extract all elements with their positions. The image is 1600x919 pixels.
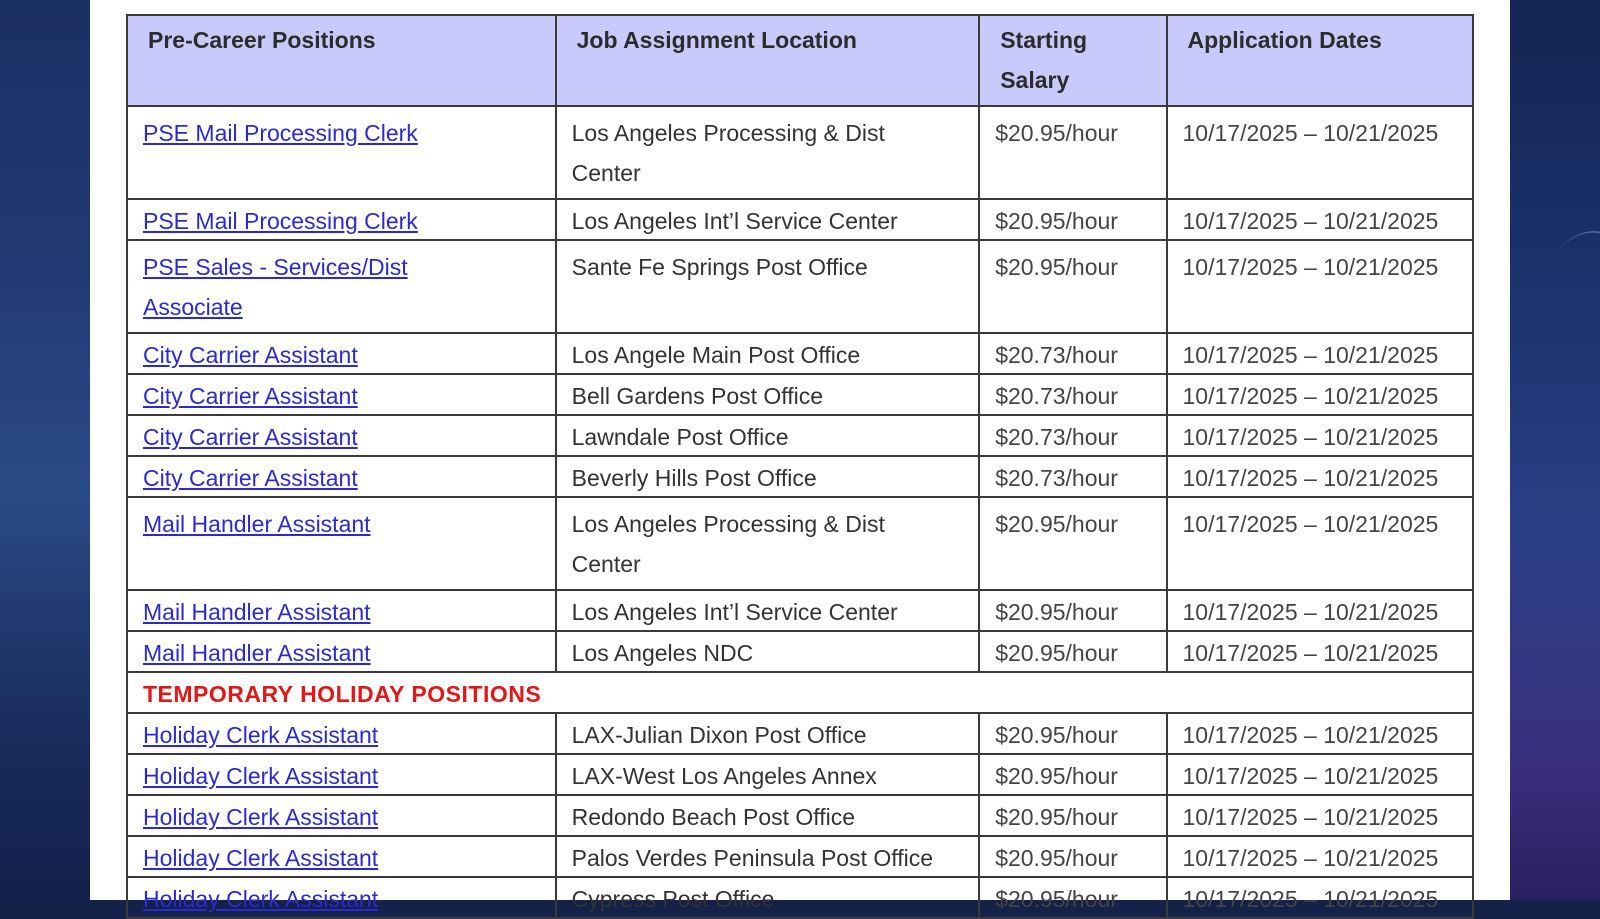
salary-cell: $20.95/hour: [979, 795, 1166, 836]
location-cell: [556, 456, 980, 497]
dates-cell: 10/17/2025 – 10/21/2025: [1167, 199, 1473, 240]
location-text: Bell Gardens Post Office: [571, 383, 824, 409]
salary-cell: $20.95/hour: [979, 631, 1166, 672]
position-link[interactable]: PSE Sales - Services/Dist: [143, 254, 408, 280]
salary-cell: $20.95/hour: [979, 590, 1166, 631]
location-text: Los Angeles Int’l Service Center: [571, 208, 898, 234]
location-cell: [556, 497, 980, 590]
holiday-section: [127, 672, 1473, 713]
salary-cell: $20.73/hour: [979, 333, 1166, 374]
location-text: Los Angeles Processing & Dist: [571, 511, 885, 537]
location-text-continued: Center: [571, 160, 641, 186]
position-link[interactable]: Mail Handler Assistant: [143, 599, 371, 625]
position-link[interactable]: Holiday Clerk Assistant: [143, 845, 379, 871]
position-cell: [127, 456, 556, 497]
table-row: [127, 240, 1473, 333]
position-cell: [127, 199, 556, 240]
salary-cell: $20.95/hour: [979, 199, 1166, 240]
position-link[interactable]: City Carrier Assistant: [143, 465, 358, 491]
table-row: [127, 456, 1473, 497]
table-row: [127, 795, 1473, 836]
position-link-continued[interactable]: Associate: [143, 294, 243, 320]
position-cell: [127, 415, 556, 456]
dates-cell: 10/17/2025 – 10/21/2025: [1167, 877, 1473, 918]
location-text: Sante Fe Springs Post Office: [571, 254, 868, 280]
location-cell: [556, 106, 980, 199]
position-link[interactable]: PSE Mail Processing Clerk: [143, 120, 418, 146]
salary-cell: $20.73/hour: [979, 456, 1166, 497]
position-cell: [127, 374, 556, 415]
table-row: [127, 754, 1473, 795]
position-cell: [127, 497, 556, 590]
header-salary-line2: Salary: [1000, 67, 1070, 93]
dates-cell: 10/17/2025 – 10/21/2025: [1167, 333, 1473, 374]
position-cell: [127, 836, 556, 877]
salary-cell: $20.95/hour: [979, 106, 1166, 199]
header-position: Pre-Career Positions: [127, 15, 556, 106]
table-row: [127, 631, 1473, 672]
salary-cell: $20.73/hour: [979, 415, 1166, 456]
location-text-continued: Center: [571, 551, 641, 577]
location-text: Los Angeles NDC: [571, 640, 754, 666]
location-cell: Palos Verdes Peninsula Post Office: [556, 836, 980, 877]
table-row: [127, 836, 1473, 877]
table-row: [127, 713, 1473, 754]
background-left-panel: [0, 0, 90, 900]
dates-cell: 10/17/2025 – 10/21/2025: [1167, 795, 1473, 836]
position-link[interactable]: Holiday Clerk Assistant: [143, 722, 379, 748]
location-cell: [556, 374, 980, 415]
salary-cell: $20.95/hour: [979, 240, 1166, 333]
position-cell: [127, 590, 556, 631]
position-link[interactable]: Holiday Clerk Assistant: [143, 763, 379, 789]
location-text: Los Angeles Processing & Dist: [571, 120, 885, 146]
dates-cell: 10/17/2025 – 10/21/2025: [1167, 415, 1473, 456]
position-link[interactable]: PSE Mail Processing Clerk: [143, 208, 418, 234]
dates-cell: 10/17/2025 – 10/21/2025: [1167, 497, 1473, 590]
salary-cell: $20.95/hour: [979, 877, 1166, 918]
location-text: Beverly Hills Post Office: [571, 465, 817, 491]
salary-cell: $20.73/hour: [979, 374, 1166, 415]
career-rows: [127, 106, 1473, 672]
header-salary: [979, 15, 1166, 106]
dates-cell: 10/17/2025 – 10/21/2025: [1167, 836, 1473, 877]
dates-cell: 10/17/2025 – 10/21/2025: [1167, 590, 1473, 631]
dates-cell: 10/17/2025 – 10/21/2025: [1167, 106, 1473, 199]
holiday-rows: [127, 713, 1473, 918]
position-cell: [127, 240, 556, 333]
salary-cell: $20.95/hour: [979, 836, 1166, 877]
position-cell: [127, 713, 556, 754]
job-postings-table: [126, 14, 1474, 919]
header-location: Job Assignment Location: [556, 15, 980, 106]
location-cell: [556, 199, 980, 240]
location-cell: [556, 590, 980, 631]
location-text: Los Angele Main Post Office: [571, 342, 861, 368]
holiday-heading-row: [127, 672, 1473, 713]
table-row: [127, 333, 1473, 374]
position-link[interactable]: Holiday Clerk Assistant: [143, 804, 379, 830]
table-row: [127, 374, 1473, 415]
position-link[interactable]: City Carrier Assistant: [143, 342, 358, 368]
position-cell: [127, 795, 556, 836]
location-text: Los Angeles Int’l Service Center: [571, 599, 898, 625]
table-header-row: [127, 15, 1473, 106]
header-dates: Application Dates: [1167, 15, 1473, 106]
salary-cell: $20.95/hour: [979, 497, 1166, 590]
location-cell: Cypress Post Office: [556, 877, 980, 918]
position-link[interactable]: City Carrier Assistant: [143, 424, 358, 450]
salary-cell: $20.95/hour: [979, 713, 1166, 754]
location-cell: [556, 240, 980, 333]
location-cell: LAX-Julian Dixon Post Office: [556, 713, 980, 754]
dates-cell: 10/17/2025 – 10/21/2025: [1167, 240, 1473, 333]
position-cell: [127, 877, 556, 918]
salary-cell: $20.95/hour: [979, 754, 1166, 795]
dates-cell: 10/17/2025 – 10/21/2025: [1167, 374, 1473, 415]
position-link[interactable]: City Carrier Assistant: [143, 383, 358, 409]
location-cell: [556, 415, 980, 456]
table-row: [127, 199, 1473, 240]
position-link[interactable]: Holiday Clerk Assistant: [143, 886, 379, 912]
document-page: [90, 0, 1510, 912]
location-cell: Redondo Beach Post Office: [556, 795, 980, 836]
location-cell: [556, 631, 980, 672]
location-text: Lawndale Post Office: [571, 424, 789, 450]
table-row: [127, 590, 1473, 631]
header-salary-line1: Starting: [1000, 27, 1088, 53]
location-cell: [556, 333, 980, 374]
dates-cell: 10/17/2025 – 10/21/2025: [1167, 713, 1473, 754]
dates-cell: 10/17/2025 – 10/21/2025: [1167, 754, 1473, 795]
background-arc-decoration: [1534, 217, 1600, 334]
holiday-heading: TEMPORARY HOLIDAY POSITIONS: [127, 672, 1473, 713]
position-cell: [127, 333, 556, 374]
position-cell: [127, 631, 556, 672]
table-row: [127, 106, 1473, 199]
location-cell: LAX-West Los Angeles Annex: [556, 754, 980, 795]
position-cell: [127, 754, 556, 795]
position-link[interactable]: Mail Handler Assistant: [143, 511, 371, 537]
background-right-panel: [1510, 0, 1600, 900]
table-row: [127, 877, 1473, 918]
position-link[interactable]: Mail Handler Assistant: [143, 640, 371, 666]
table-row: [127, 415, 1473, 456]
dates-cell: 10/17/2025 – 10/21/2025: [1167, 631, 1473, 672]
position-cell: [127, 106, 556, 199]
dates-cell: 10/17/2025 – 10/21/2025: [1167, 456, 1473, 497]
table-row: [127, 497, 1473, 590]
